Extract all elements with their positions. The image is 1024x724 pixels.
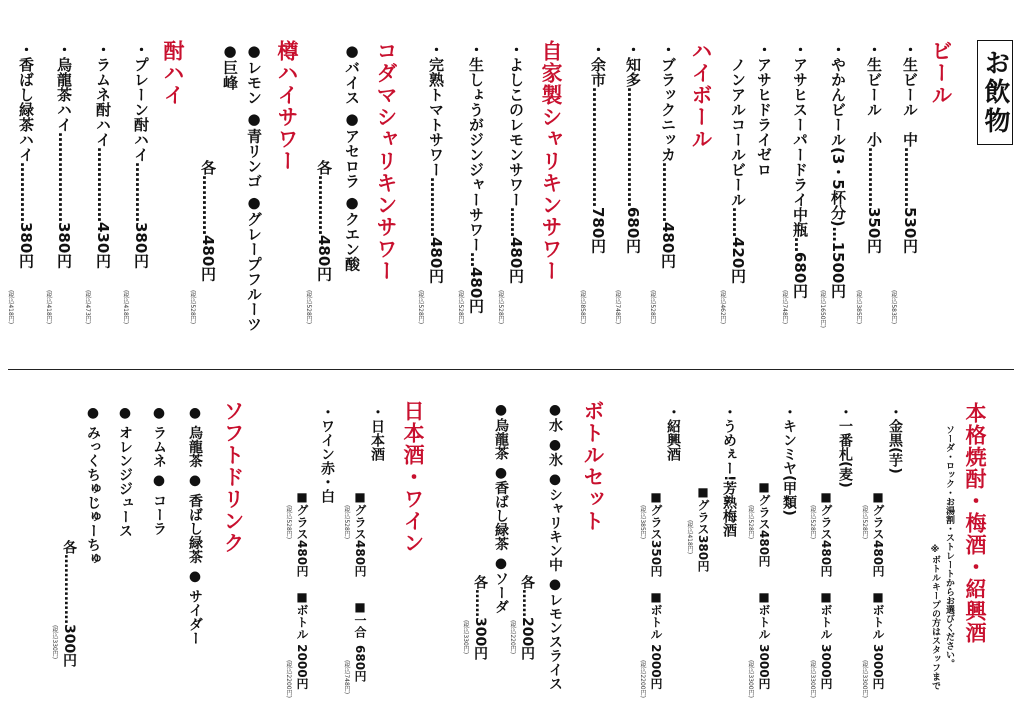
kinmiya-glass-tax: (税込528円) bbox=[747, 505, 754, 540]
sharikin-heading: 自家製シャリキンサワー bbox=[539, 40, 563, 282]
beer-item-4: ・アサヒスーパードライ中瓶…680円 bbox=[791, 42, 809, 299]
beer-item-5-tax: (税込462円) bbox=[719, 290, 726, 325]
shokoshu-name: ・紹興酒 bbox=[665, 405, 681, 461]
chuhai-item-1: ・プレーン酎ハイ…………380円 bbox=[132, 42, 150, 269]
sharikin-item-3: ・完熟トマトサワー…………480円 bbox=[427, 42, 445, 284]
umeshu-glass-tax: (税込418円) bbox=[686, 520, 693, 555]
taru-price-tax: (税込528円) bbox=[189, 290, 196, 325]
umeshu-name: ・うめぇー!芳熟梅酒 bbox=[721, 405, 737, 538]
shokoshu-bottle-tax: (税込2200円) bbox=[639, 660, 646, 698]
highball-heading: ハイボール bbox=[689, 40, 713, 150]
beer-item-3: ・やかんビール(3・5杯分)…1500円 bbox=[829, 42, 847, 299]
soft-drink-items-1: ● 烏龍茶 ● 香ばし緑茶 ● サイダー bbox=[187, 405, 203, 646]
sharikin-item-2: ・生しょうがジンジャーサワー…480円 bbox=[467, 42, 485, 314]
wine-glass-tax: (税込528円) bbox=[285, 505, 292, 540]
kinmiya-name: ・キンミヤ(甲類) bbox=[781, 405, 797, 516]
kinmiya-bottle: ■ボトル 3000円 bbox=[757, 590, 771, 690]
bottle-set-heading: ボトルセット bbox=[581, 400, 605, 532]
beer-item-3-tax: (税込1650円) bbox=[819, 290, 826, 328]
beer-item-5: ノンアルコールビール……420円 bbox=[729, 42, 747, 284]
umeshu-glass: ■グラス380円 bbox=[696, 485, 710, 573]
nihonshu-glass: ■グラス480円 bbox=[353, 490, 367, 578]
chuhai-item-1-tax: (税込418円) bbox=[122, 290, 129, 325]
shokoshu-glass: ■グラス350円 bbox=[649, 490, 663, 578]
highball-item-2: ・知多……………………680円 bbox=[624, 42, 642, 254]
beer-item-5-name: ・アサヒドライゼロ bbox=[755, 42, 773, 177]
chuhai-item-2: ・ラムネ酎ハイ……………430円 bbox=[94, 42, 112, 269]
ichibanfuda-glass-tax: (税込528円) bbox=[809, 505, 816, 540]
chuhai-item-3: ・烏龍茶ハイ………………380円 bbox=[55, 42, 73, 269]
nihonshu-ichigo: ■一合 bbox=[353, 600, 367, 638]
soft-drink-price: 各……………300円 bbox=[61, 540, 77, 668]
beer-item-2-tax: (税込385円) bbox=[855, 290, 862, 325]
highball-item-2-tax: (税込748円) bbox=[614, 290, 621, 325]
ichibanfuda-bottle: ■ボトル 3000円 bbox=[819, 590, 833, 690]
beer-item-1-tax: (税込583円) bbox=[890, 290, 897, 325]
shokoshu-bottle: ■ボトル 2000円 bbox=[649, 590, 663, 690]
sharikin-item-3-tax: (税込528円) bbox=[417, 290, 424, 325]
chuhai-item-4-tax: (税込418円) bbox=[7, 290, 14, 325]
taru-heading: 樽ハイサワー bbox=[275, 40, 299, 172]
wine-bottle-tax: (税込2200円) bbox=[285, 660, 292, 698]
kinkuro-name: ・金黒(芋) bbox=[887, 405, 903, 474]
page-title: お飲物 bbox=[977, 40, 1013, 145]
kinmiya-bottle-tax: (税込3300円) bbox=[747, 660, 754, 698]
shochu-keep-note: ※ボトルキープの方はスタッフまで bbox=[930, 545, 940, 690]
highball-item-1: ・ブラックニッカ…………480円 bbox=[659, 42, 677, 269]
beer-item-4-tax: (税込748円) bbox=[781, 290, 788, 325]
kodama-heading: コダマシャリキンサワー bbox=[374, 40, 398, 282]
chuhai-item-3-tax: (税込418円) bbox=[45, 290, 52, 325]
nihonshu-ichigo-tax: (税込748円) bbox=[343, 660, 350, 695]
kinkuro-bottle-tax: (税込3300円) bbox=[861, 660, 868, 698]
kinmiya-glass: ■グラス480円 bbox=[757, 480, 771, 568]
soft-drink-items-4: ● みっくちゅじゅーちゅ bbox=[85, 405, 101, 566]
highball-item-1-tax: (税込528円) bbox=[649, 290, 656, 325]
chuhai-heading: 酎ハイ bbox=[161, 40, 185, 106]
sharikin-item-2-tax: (税込528円) bbox=[457, 290, 464, 325]
shochu-heading: 本格焼酎・梅酒・紹興酒 bbox=[963, 402, 987, 644]
bottle-set-price-2-tax: (税込330円) bbox=[462, 620, 469, 655]
bottle-set-price-1-tax: (税込220円) bbox=[509, 620, 516, 655]
nihonshu-glass-tax: (税込528円) bbox=[343, 505, 350, 540]
taru-price: 各…………480円 bbox=[199, 160, 217, 282]
kodama-flavors: ●バイス ●アセロラ ●クエン酸 bbox=[343, 42, 361, 272]
wine-name: ・ワイン赤・白 bbox=[319, 405, 335, 503]
kodama-price-tax: (税込528円) bbox=[305, 290, 312, 325]
bottle-set-price-1: 各……200円 bbox=[519, 575, 535, 661]
sharikin-item-1-tax: (税込528円) bbox=[497, 290, 504, 325]
nihonshu-name: ・日本酒 bbox=[369, 405, 385, 461]
wine-bottle: ■ボトル 2000円 bbox=[295, 590, 309, 690]
ichibanfuda-glass: ■グラス480円 bbox=[819, 490, 833, 578]
kinkuro-bottle: ■ボトル 3000円 bbox=[871, 590, 885, 690]
kodama-price: 各…………480円 bbox=[315, 160, 333, 282]
soft-drink-items-2: ● ラムネ ● コーラ bbox=[151, 405, 167, 536]
kinkuro-glass-tax: (税込528円) bbox=[861, 505, 868, 540]
highball-item-3: ・余市……………………780円 bbox=[589, 42, 607, 254]
chuhai-item-2-tax: (税込473円) bbox=[84, 290, 91, 325]
soft-drink-heading: ソフトドリンク bbox=[221, 400, 245, 554]
sharikin-item-1: ・よしこのレモンサワー……480円 bbox=[507, 42, 525, 284]
shokoshu-glass-tax: (税込385円) bbox=[639, 505, 646, 540]
section-divider bbox=[8, 369, 1014, 370]
ichibanfuda-bottle-tax: (税込3300円) bbox=[809, 660, 816, 698]
wine-glass: ■グラス480円 bbox=[295, 490, 309, 578]
highball-item-3-tax: (税込858円) bbox=[579, 290, 586, 325]
chuhai-item-4: ・香ばし緑茶ハイ…………380円 bbox=[17, 42, 35, 269]
ichibanfuda-name: ・一番札(麦) bbox=[837, 405, 853, 488]
taru-flavors-1: ●レモン ●青リンゴ ●グレープフルーツ bbox=[245, 42, 263, 332]
bottle-set-items-1: ●水 ●氷 ●シャリキン中 ●レモンスライス bbox=[547, 402, 563, 691]
kinkuro-glass: ■グラス480円 bbox=[871, 490, 885, 578]
bottle-set-items-2: ●烏龍茶 ●香ばし緑茶 ●ソーダ bbox=[493, 402, 509, 614]
beer-heading: ビール bbox=[929, 40, 953, 106]
taru-flavors-2: ●巨峰 bbox=[221, 42, 239, 90]
soft-drink-items-3: ● オレンジジュース bbox=[117, 405, 133, 538]
nihonshu-ichigo-price: 680円 bbox=[353, 645, 367, 683]
beer-item-1: ・生ビール 中…………530円 bbox=[901, 42, 919, 254]
sake-wine-heading: 日本酒・ワイン bbox=[401, 400, 425, 554]
soft-drink-price-tax: (税込330円) bbox=[51, 625, 58, 660]
shochu-subtitle: ソーダ・ロック・お湯割・ストレートからお選びください。 bbox=[944, 425, 954, 668]
beer-item-2: ・生ビール 小…………350円 bbox=[865, 42, 883, 254]
bottle-set-price-2: 各……300円 bbox=[472, 575, 488, 661]
